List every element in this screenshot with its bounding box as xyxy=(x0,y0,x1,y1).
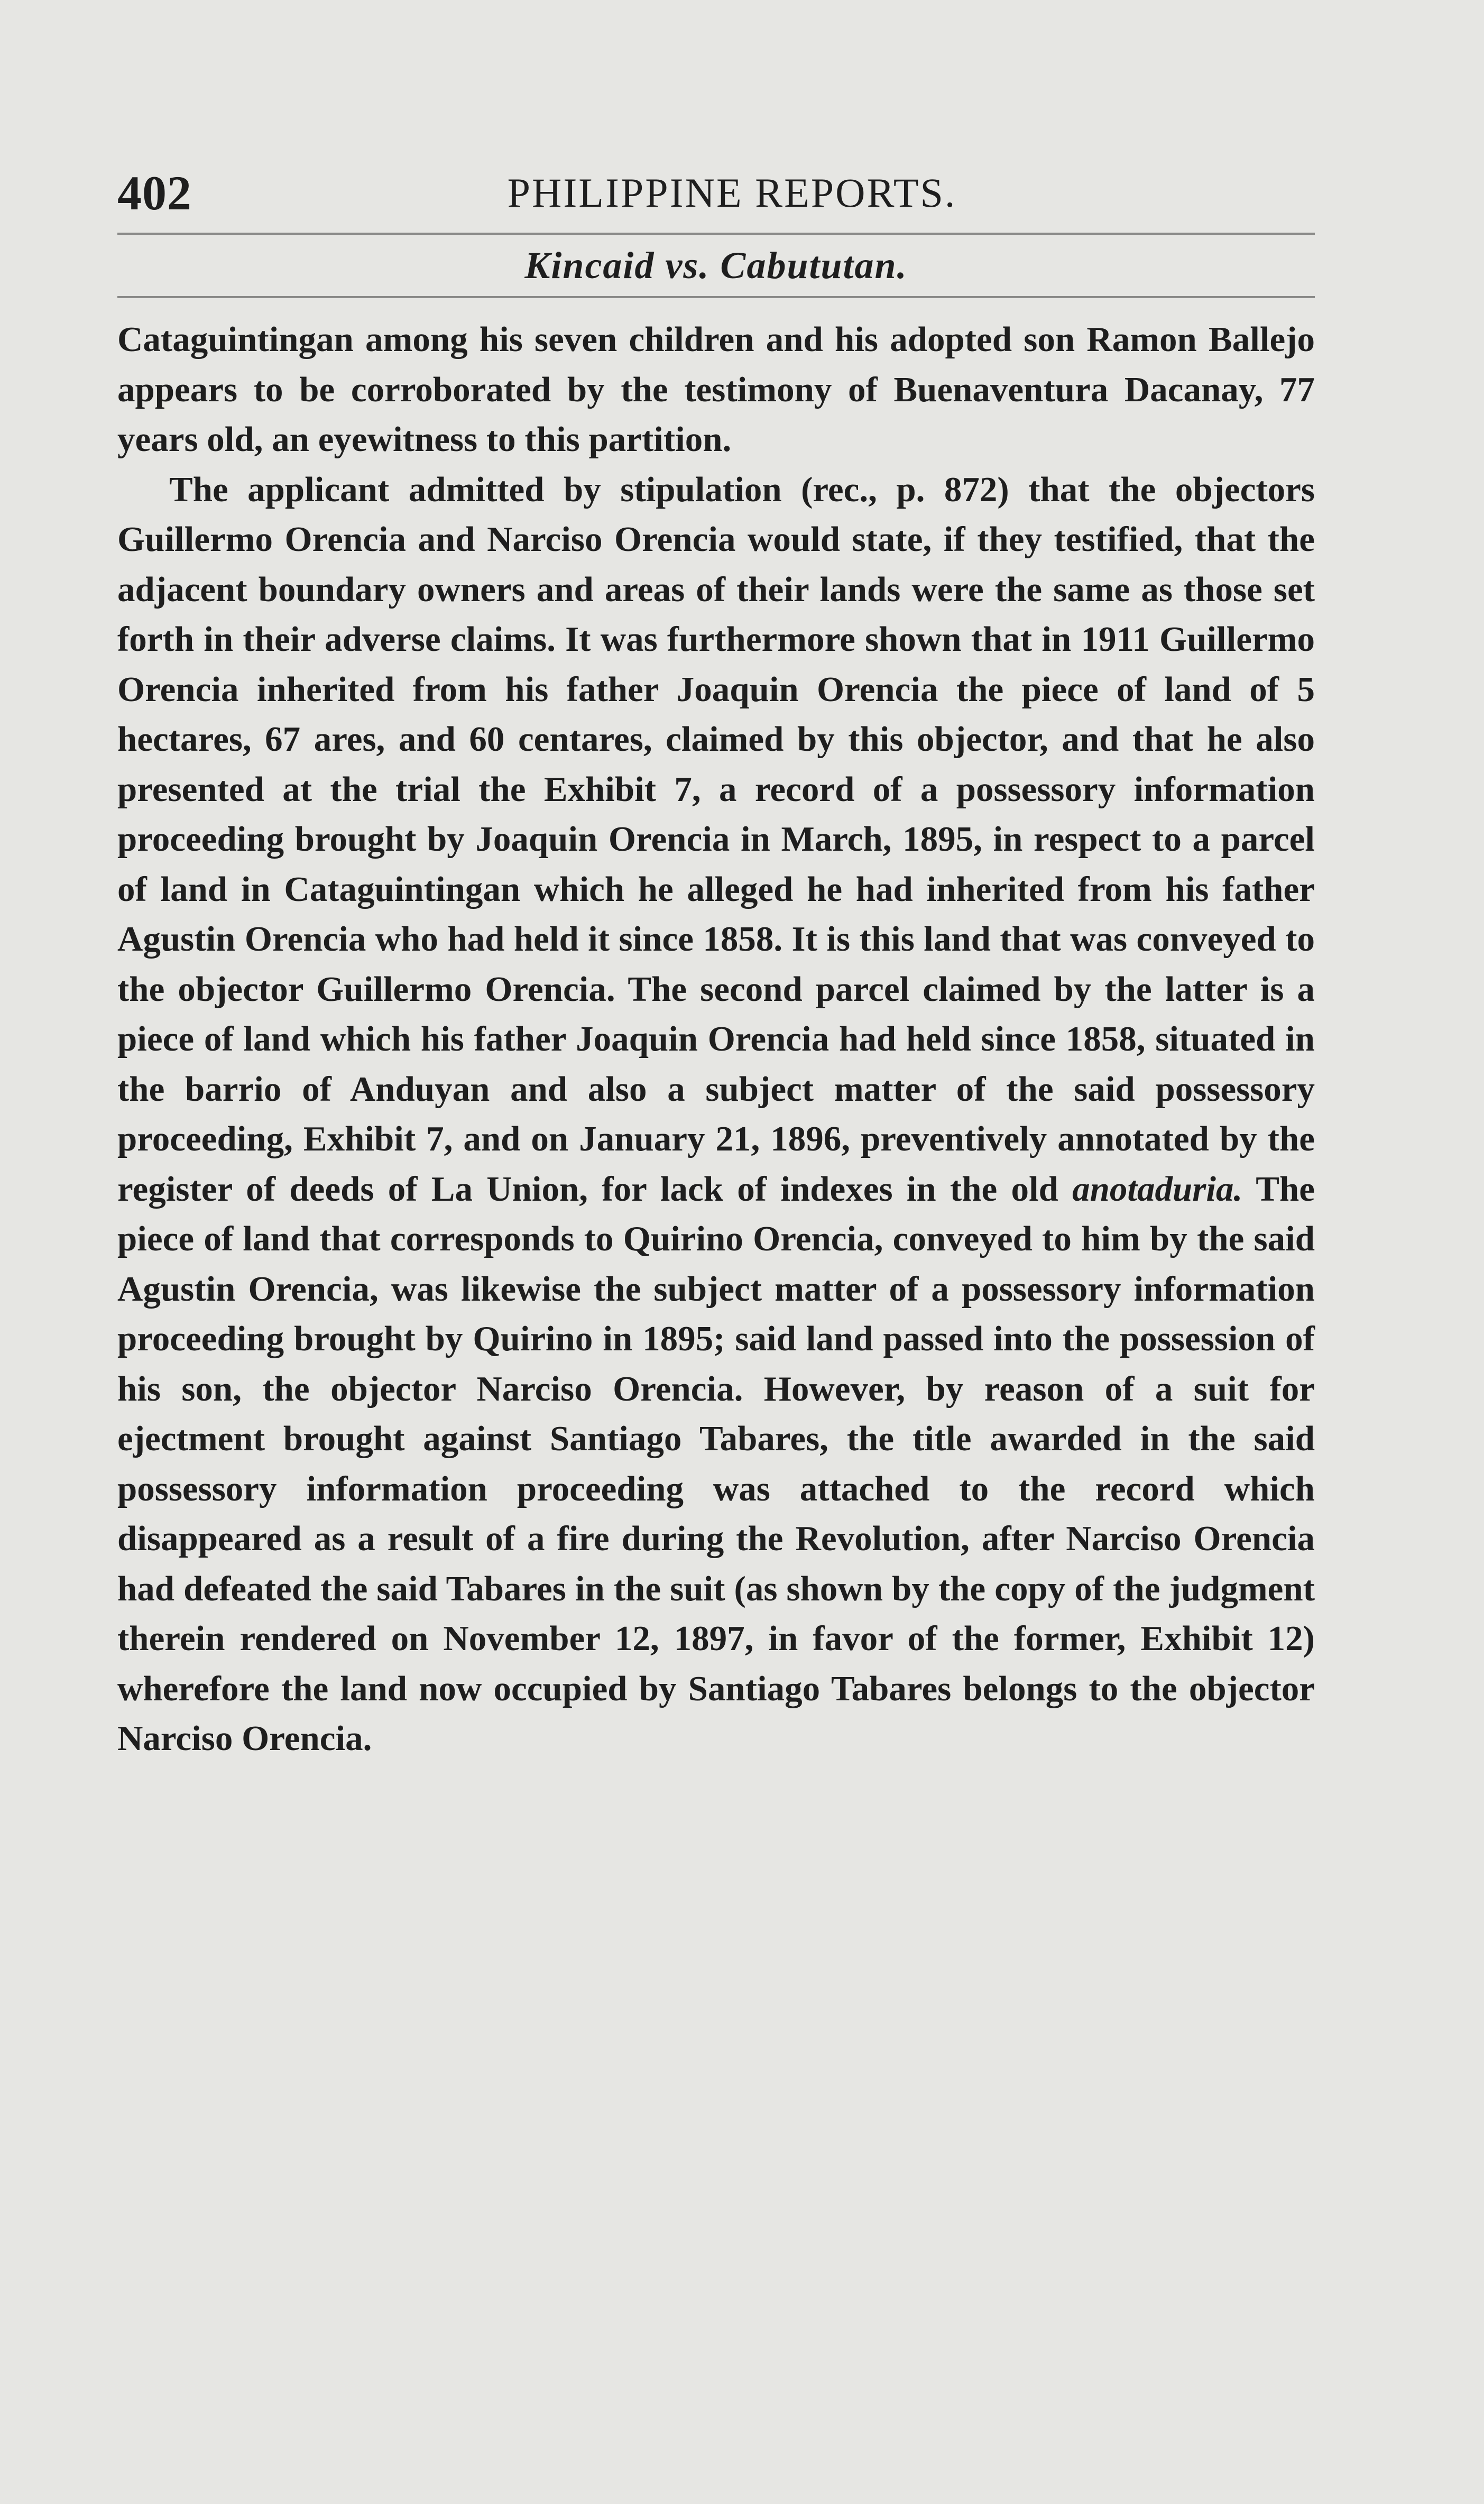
paragraph-text: The piece of land that corresponds to Quirino Orencia, conveyed to him by the said Agustin Orencia, was likewise the subject matter of a possessory information proceeding brought by Quirino in 1895; said land passed into the possession of his son, the objector Narciso Orencia. However, by reason of a suit for ejectment brought against Santiago Tabares, the title awarded in the said possessory information proceeding was attached to the record which disappeared as a result of a fire during the Revolution, after Narciso Orencia had defeated the said Tabares in the suit (as shown by the copy of the judgment therein rendered on November 12, 1897, in favor of the former, Exhibit 12) wherefore the land now occupied by Santiago Tabares belongs to the objector Narciso Orencia. xyxy=(117,1169,1315,1758)
header-rule xyxy=(117,233,1315,235)
page-header xyxy=(117,159,1315,227)
italic-term: anotaduria. xyxy=(1072,1169,1243,1209)
paragraph: Cataguintingan among his seven children and his adopted son Ramon Ballejo appears to be corroborated by the testimony of Buenaventura Dacanay, 77 years old, an eyewitness to this partition. xyxy=(117,320,1315,459)
page-number: 402 xyxy=(117,166,192,220)
running-title: PHILIPPINE REPORTS. xyxy=(507,170,957,216)
paragraph-text: The applicant admitted by stipulation (rec., p. 872) that the objectors Guillermo Orencia and Narciso Orencia would state, if they testified, that the adjacent boundary owners and areas of their lands were the same as those set forth in their adverse claims. It was furthermore shown that in 1911 Guillermo Orencia inherited from his father Joaquin Orencia the piece of land of 5 hectares, 67 ares, and 60 centares, claimed by this objector, and that he also presented at the trial the Exhibit 7, a record of a possessory information proceeding brought by Joaquin Orencia in March, 1895, in respect to a parcel of land in Cataguintingan which he alleged he had inherited from his father Agustin Orencia who had held it since 1858. It is this land that was conveyed to the objector Guillermo Orencia. The second parcel claimed by the latter is a piece of land which his father Joaquin Orencia had held since 1858, situated in the barrio of Anduyan and also a subject matter of the said possessory proceeding, Exhibit 7, and on January 21, 1896, preventively annotated by the register of deeds of La Union, for lack of indexes in the old xyxy=(117,470,1315,1209)
paragraph xyxy=(117,465,1315,1764)
case-title-rule xyxy=(117,296,1315,298)
case-title: Kincaid vs. Cabututan. xyxy=(524,244,908,287)
body-text xyxy=(117,315,1315,1764)
